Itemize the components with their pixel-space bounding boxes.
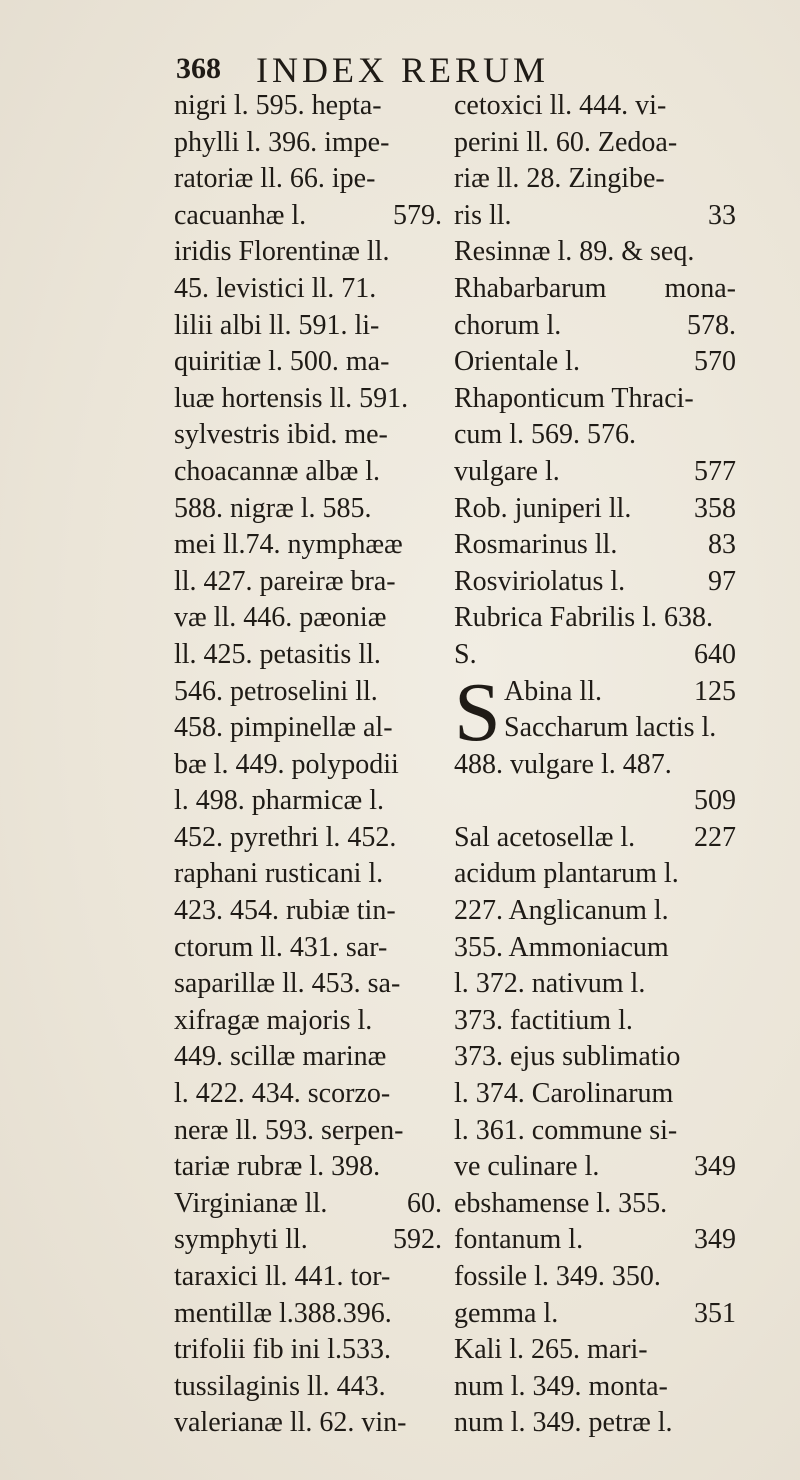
index-line — [174, 637, 442, 674]
index-page-ref: 33 — [708, 199, 736, 231]
index-page-ref: 349 — [694, 1151, 736, 1183]
index-line — [174, 1039, 442, 1076]
index-line — [174, 234, 442, 271]
index-line — [454, 271, 736, 308]
index-entry-text: bæ l. 449. polypodii — [174, 748, 399, 780]
index-page-ref: 509 — [694, 785, 736, 817]
index-entry-text: ris ll. — [454, 199, 512, 231]
page-header — [176, 52, 696, 92]
index-entry-text: S. — [454, 638, 477, 670]
index-line — [174, 1369, 442, 1406]
index-line — [174, 1222, 442, 1259]
index-entry-text: gemma l. — [454, 1297, 559, 1329]
index-line — [174, 966, 442, 1003]
running-title: INDEX RERUM — [256, 50, 549, 90]
index-line — [174, 1405, 442, 1442]
index-line — [174, 564, 442, 601]
index-entry-text: l. 498. pharmicæ l. — [174, 785, 384, 817]
index-entry-text: ctorum ll. 431. sar- — [174, 931, 388, 963]
index-line — [454, 88, 736, 125]
index-line — [174, 674, 442, 711]
index-entry-text: fossile l. 349. 350. — [454, 1261, 661, 1292]
index-entry-text: valerianæ ll. 62. vin- — [174, 1407, 407, 1439]
index-page-ref: 83 — [708, 529, 736, 561]
index-entry-text: l. 361. commune si- — [454, 1114, 678, 1146]
index-line — [454, 966, 736, 1003]
index-line — [174, 308, 442, 345]
index-entry-text: 373. ejus sublimatio — [454, 1041, 681, 1073]
index-line — [174, 344, 442, 381]
index-page-ref: 358 — [694, 492, 736, 524]
index-entry-text: mei ll.74. nymphææ — [174, 529, 403, 561]
index-entry-text: Resinnæ l. 89. & seq. — [454, 236, 695, 268]
index-line — [454, 1369, 736, 1406]
index-entry-text: 452. pyrethri l. 452. — [174, 821, 397, 853]
index-entry-text: ll. 425. petasitis ll. — [174, 638, 381, 670]
index-entry-text: 373. factitium l. — [454, 1004, 633, 1036]
index-line — [454, 564, 736, 601]
index-line — [454, 381, 736, 418]
index-entry-text: cacuanhæ l. — [174, 199, 307, 231]
index-line — [174, 381, 442, 418]
index-entry-text: Abina ll. — [504, 675, 602, 707]
index-page-ref: 97 — [708, 565, 736, 597]
index-line — [454, 1149, 736, 1186]
index-line — [174, 527, 442, 564]
index-line — [174, 1149, 442, 1186]
index-entry-text: ll. 427. pareiræ bra- — [174, 565, 396, 597]
index-line — [174, 454, 442, 491]
index-entry-text: 458. pimpinellæ al- — [174, 712, 393, 744]
index-entry-text: væ ll. 446. pæoniæ — [174, 602, 387, 634]
index-line — [454, 856, 736, 893]
index-entry-text: 588. nigræ l. 585. — [174, 492, 372, 524]
index-entry-text: Rosviriolatus l. — [454, 565, 626, 597]
index-entry-text: perini ll. 60. Zedoa- — [454, 126, 678, 158]
index-entry-text: 355. Ammoniacum — [454, 931, 669, 963]
index-line — [454, 454, 736, 491]
index-entry-text: Rubrica Fabrilis l. 638. — [454, 602, 713, 634]
index-entry-text: iridis Florentinæ ll. — [174, 236, 390, 268]
index-entry-text: Orientale l. — [454, 346, 580, 378]
index-entry-text: xifragæ majoris l. — [174, 1004, 373, 1036]
index-entry-text: 449. scillæ marinæ — [174, 1041, 387, 1073]
index-entry-text: Rob. juniperi ll. — [454, 492, 632, 524]
index-page-ref: 227 — [694, 821, 736, 853]
index-entry-text: Sal acetosellæ l. — [454, 821, 636, 853]
index-entry-text: fontanum l. — [454, 1224, 584, 1256]
index-line — [174, 125, 442, 162]
index-line — [454, 1296, 736, 1333]
index-entry-text: 227. Anglicanum l. — [454, 895, 669, 927]
index-entry-text: riæ ll. 28. Zingibe- — [454, 163, 665, 195]
index-line — [174, 1259, 442, 1296]
index-page-ref: 640 — [694, 638, 736, 670]
index-entry-text: vulgare l. — [454, 455, 560, 487]
index-line — [454, 344, 736, 381]
index-line — [454, 930, 736, 967]
index-entry-text: quiritiæ l. 500. ma- — [174, 346, 390, 378]
index-entry-text: trifolii fib ini l.533. — [174, 1334, 391, 1366]
index-line — [174, 600, 442, 637]
index-line — [454, 783, 736, 820]
index-entry-text: lilii albi ll. 591. li- — [174, 309, 380, 341]
index-column-left — [174, 88, 442, 1442]
index-entry-text: num l. 349. monta- — [454, 1370, 668, 1402]
index-entry-text: Virginianæ ll. — [174, 1187, 328, 1219]
index-line — [454, 600, 736, 637]
index-page-ref: mona- — [664, 272, 736, 304]
index-line — [454, 1076, 736, 1113]
index-page-ref: 349 — [694, 1224, 736, 1256]
index-page-ref: 570 — [694, 346, 736, 378]
index-line — [454, 125, 736, 162]
index-line — [174, 88, 442, 125]
index-line — [174, 1296, 442, 1333]
index-line — [454, 1039, 736, 1076]
index-line — [454, 1113, 736, 1150]
index-entry-text: nigri l. 595. hepta- — [174, 90, 382, 121]
index-line — [454, 1405, 736, 1442]
index-line — [454, 161, 736, 198]
index-entry-text: Kali l. 265. mari- — [454, 1334, 648, 1366]
index-page-ref: 592. — [393, 1224, 442, 1256]
index-line — [174, 1113, 442, 1150]
index-line — [454, 491, 736, 528]
index-line — [454, 1186, 736, 1223]
index-line — [174, 491, 442, 528]
index-line — [174, 1003, 442, 1040]
index-entry-text: tussilaginis ll. 443. — [174, 1370, 386, 1402]
index-entry-text: ve culinare l. — [454, 1151, 600, 1183]
index-entry-text: choacannæ albæ l. — [174, 455, 381, 487]
index-line — [174, 417, 442, 454]
index-line — [454, 527, 736, 564]
index-entry-text: l. 372. nativum l. — [454, 968, 646, 1000]
index-entry-text: luæ hortensis ll. 591. — [174, 382, 409, 414]
index-line — [174, 856, 442, 893]
index-entry-text: saparillæ ll. 453. sa- — [174, 968, 401, 1000]
index-line — [174, 747, 442, 784]
index-entry-text: 45. levistici ll. 71. — [174, 272, 377, 304]
index-page-ref: 577 — [694, 455, 736, 487]
index-line — [454, 308, 736, 345]
index-page-ref: 351 — [694, 1297, 736, 1329]
index-line — [174, 783, 442, 820]
index-entry-text: 488. vulgare l. 487. — [454, 748, 672, 780]
index-entry-text: cum l. 569. 576. — [454, 419, 636, 451]
index-page-ref: 125 — [694, 675, 736, 707]
index-entry-text: Saccharum lactis l. — [504, 712, 717, 744]
index-entry-text: num l. 349. petræ l. — [454, 1407, 673, 1439]
index-line — [174, 1076, 442, 1113]
index-entry-text: Rhabarbarum — [454, 272, 607, 304]
index-line — [174, 893, 442, 930]
index-line — [454, 893, 736, 930]
index-entry-text: sylvestris ibid. me- — [174, 419, 388, 451]
index-entry-text: neræ ll. 593. serpen- — [174, 1114, 404, 1146]
index-entry-text: Rhaponticum Thraci- — [454, 382, 694, 414]
index-line — [454, 1003, 736, 1040]
drop-cap-letter: S — [454, 665, 501, 759]
index-entry-text: l. 374. Carolinarum — [454, 1078, 674, 1110]
index-line — [174, 710, 442, 747]
index-entry-text: 546. petroselini ll. — [174, 675, 378, 707]
index-entry-text: cetoxici ll. 444. vi- — [454, 90, 667, 121]
index-page-ref: 579. — [393, 199, 442, 231]
index-page-ref: 60. — [407, 1187, 442, 1219]
index-line — [454, 1222, 736, 1259]
index-line — [174, 161, 442, 198]
index-page-ref: 578. — [687, 309, 736, 341]
index-line — [454, 1332, 736, 1369]
index-line — [454, 820, 736, 857]
page-number: 368 — [176, 52, 221, 85]
index-line — [174, 930, 442, 967]
index-entry-text: taraxici ll. 441. tor- — [174, 1261, 391, 1292]
index-line — [174, 271, 442, 308]
index-entry-text: ratoriæ ll. 66. ipe- — [174, 163, 376, 195]
index-line — [174, 1186, 442, 1223]
index-column-right — [454, 88, 736, 1442]
index-line — [454, 417, 736, 454]
index-line — [454, 234, 736, 271]
index-entry-text: l. 422. 434. scorzo- — [174, 1078, 391, 1110]
index-entry-text: 423. 454. rubiæ tin- — [174, 895, 396, 927]
index-line — [454, 198, 736, 235]
index-line — [174, 1332, 442, 1369]
index-entry-text: tariæ rubræ l. 398. — [174, 1151, 381, 1183]
index-entry-text: ebshamense l. 355. — [454, 1187, 668, 1219]
index-line — [174, 198, 442, 235]
index-entry-text: Rosmarinus ll. — [454, 529, 618, 561]
index-line — [174, 820, 442, 857]
index-entry-text: phylli l. 396. impe- — [174, 126, 390, 158]
index-entry-text: raphani rusticani l. — [174, 858, 384, 890]
index-entry-text: symphyti ll. — [174, 1224, 308, 1256]
index-entry-text: chorum l. — [454, 309, 562, 341]
index-entry-text: acidum plantarum l. — [454, 858, 679, 890]
index-entry-text: mentillæ l.388.396. — [174, 1297, 392, 1329]
index-line — [454, 1259, 736, 1296]
